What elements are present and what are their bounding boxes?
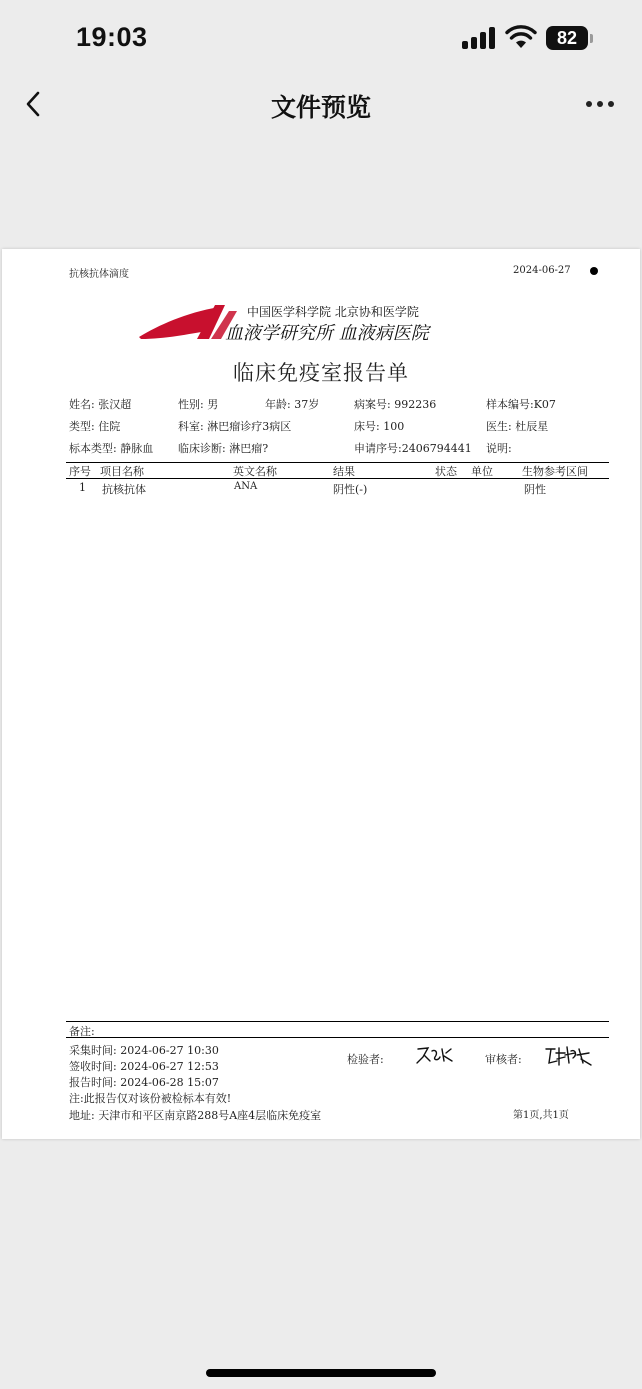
more-options-icon[interactable] <box>584 96 616 112</box>
marker-dot <box>590 267 598 275</box>
row-reference: 阴性 <box>524 483 546 496</box>
battery-cap <box>590 34 593 43</box>
footer-top-rule <box>66 1021 609 1022</box>
row-result: 阴性(-) <box>333 483 368 496</box>
clinical-diagnosis: 临床诊断: 淋巴瘤? <box>178 442 269 455</box>
battery-icon: 82 <box>546 26 588 50</box>
patient-gender: 性别: 男 <box>178 398 219 411</box>
hospital-logo <box>137 301 457 347</box>
note-label: 说明: <box>486 442 512 455</box>
specimen-type: 标本类型: 静脉血 <box>69 442 154 455</box>
table-header-english: 英文名称 <box>233 465 277 478</box>
table-header-reference: 生物参考区间 <box>522 465 588 478</box>
patient-name: 姓名: 张汉超 <box>69 398 132 411</box>
lab-address: 地址: 天津市和平区南京路288号A座4层临床免疫室 <box>69 1109 322 1122</box>
doc-header-label: 抗核抗体滴度 <box>69 269 129 280</box>
reviewer-label: 审核者: <box>485 1053 522 1066</box>
wifi-icon <box>505 24 537 50</box>
table-header-index: 序号 <box>69 465 91 478</box>
receive-time: 签收时间: 2024-06-27 12:53 <box>69 1060 219 1073</box>
row-index: 1 <box>79 481 86 494</box>
case-number: 病案号: 992236 <box>354 398 437 411</box>
inspector-label: 检验者: <box>347 1053 384 1066</box>
report-title: 临床免疫室报告单 <box>233 361 409 385</box>
remarks-label: 备注: <box>69 1025 95 1038</box>
page-number: 第1页,共1页 <box>513 1110 569 1121</box>
svg-text:血液学研究所 血液病医院: 血液学研究所 血液病医院 <box>225 323 429 344</box>
department: 科室: 淋巴瘤诊疗3病区 <box>178 420 292 433</box>
document-page[interactable] <box>2 249 640 1139</box>
page-title: 文件预览 <box>270 93 371 122</box>
table-header-unit: 单位 <box>471 465 493 478</box>
request-number: 申请序号:2406794441 <box>354 442 472 455</box>
validity-notice: 注:此报告仅对该份被检标本有效! <box>69 1092 232 1105</box>
patient-age: 年龄: 37岁 <box>265 398 320 411</box>
remarks-rule <box>66 1037 609 1038</box>
patient-type: 类型: 住院 <box>69 420 121 433</box>
bed-number: 床号: 100 <box>354 420 405 433</box>
doctor-name: 医生: 杜辰星 <box>486 420 549 433</box>
cellular-signal-icon <box>462 27 496 49</box>
reviewer-signature <box>543 1043 593 1069</box>
home-indicator[interactable] <box>206 1369 436 1377</box>
report-time: 报告时间: 2024-06-28 15:07 <box>69 1076 219 1089</box>
doc-header-date: 2024-06-27 <box>513 265 571 276</box>
row-item-name: 抗核抗体 <box>102 483 146 496</box>
inspector-signature <box>414 1043 454 1067</box>
status-time: 19:03 <box>76 22 148 52</box>
table-header-rule <box>66 478 609 479</box>
svg-text:中国医学科学院 北京协和医学院: 中国医学科学院 北京协和医学院 <box>247 305 419 319</box>
table-header-result: 结果 <box>333 465 355 478</box>
row-english-name: ANA <box>234 481 258 492</box>
sample-number: 样本编号:K07 <box>486 398 556 411</box>
collect-time: 采集时间: 2024-06-27 10:30 <box>69 1044 219 1057</box>
table-header-item: 项目名称 <box>100 465 144 478</box>
table-header-status: 状态 <box>435 465 457 478</box>
